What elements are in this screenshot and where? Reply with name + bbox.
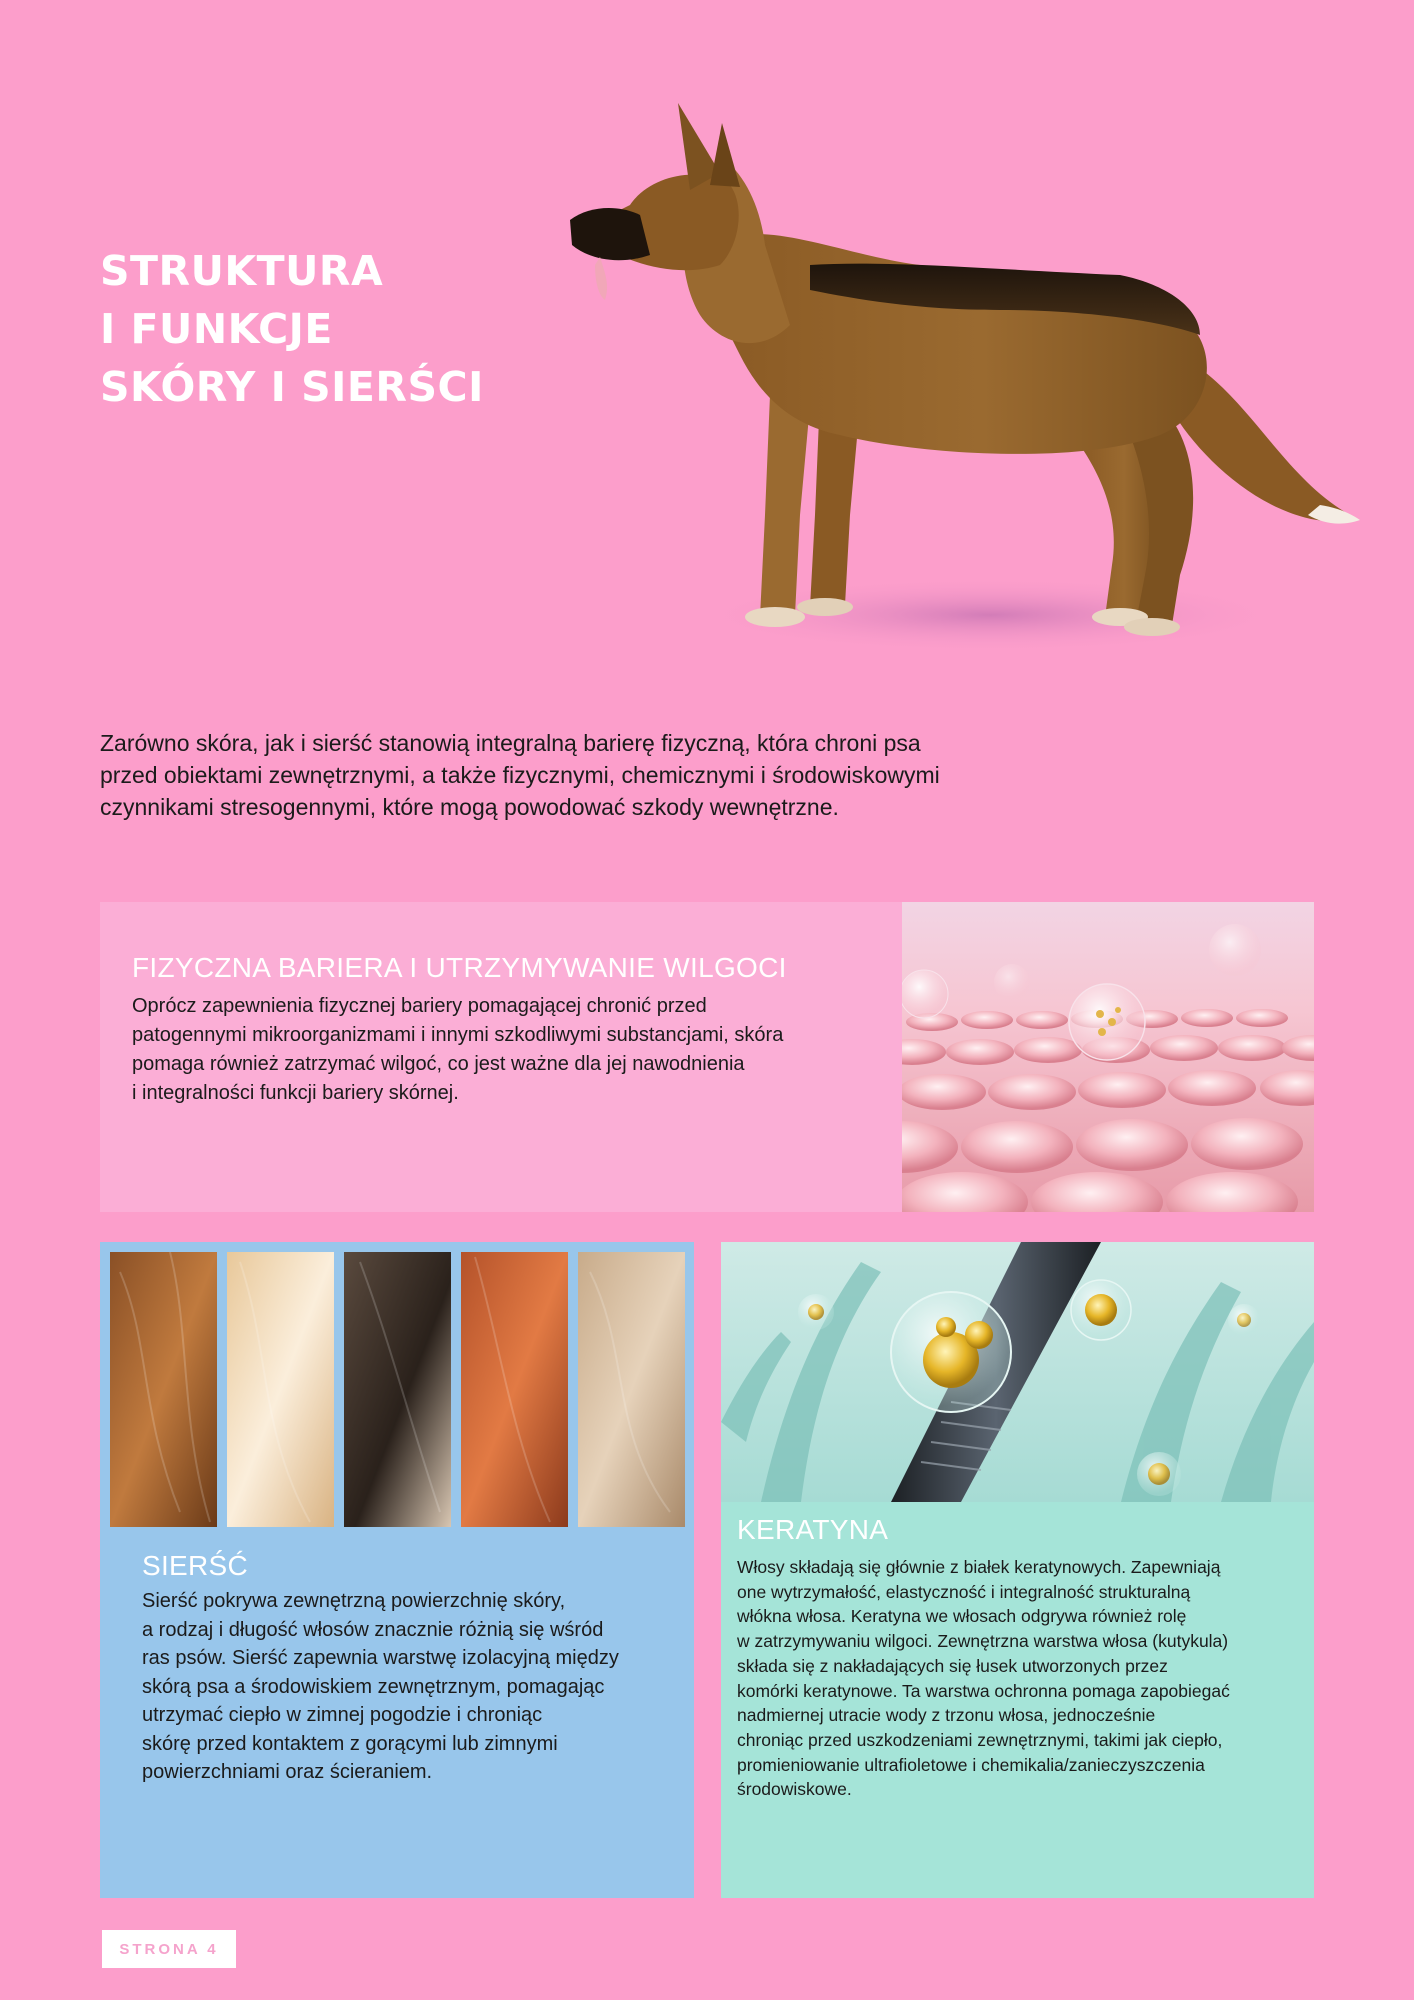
fur-card <box>100 1242 694 1898</box>
keratin-hair-image <box>721 1242 1314 1502</box>
keratin-title: KERATYNA <box>737 1514 889 1545</box>
skin-cells-image <box>902 902 1314 1212</box>
barrier-title: FIZYCZNA BARIERA I UTRZYMYWANIE WILGOCI <box>132 952 787 983</box>
keratin-text-line: promieniowanie ultrafioletowe i chemikalia/zanieczyszczenia <box>737 1754 1205 1775</box>
barrier-text-line: pomaga również zatrzymać wilgoć, co jest ważne dla jej nawodnienia <box>132 1053 745 1075</box>
barrier-text-line: patogennymi mikroorganizmami i innymi szkodliwymi substancjami, skóra <box>132 1024 784 1046</box>
fur-text-line: Sierść pokrywa zewnętrzną powierzchnię skóry, <box>142 1590 566 1612</box>
keratin-text-line: nadmiernej utracie wody z trzonu włosa, jednocześnie <box>737 1705 1156 1726</box>
page-title-line: I FUNKCJE <box>100 305 333 353</box>
keratin-text <box>737 1555 1230 1802</box>
keratin-text-line: włókna włosa. Keratyna we włosach odgrywa również rolę <box>737 1606 1187 1627</box>
intro-line: przed obiektami zewnętrznymi, a także fizycznymi, chemicznymi i środowiskowymi <box>100 762 940 788</box>
keratin-text-line: środowiskowe. <box>737 1779 852 1800</box>
keratin-text-line: komórki keratynowe. Ta warstwa ochronna pomaga zapobiegać <box>737 1680 1230 1701</box>
keratin-text-line: w zatrzymywaniu wilgoci. Zewnętrzna warstwa włosa (kutykula) <box>737 1631 1229 1652</box>
fur-title: SIERŚĆ <box>142 1550 249 1581</box>
page-title-line: STRUKTURA <box>100 247 384 295</box>
keratin-card <box>721 1242 1314 1898</box>
fur-text-line: ras psów. Sierść zapewnia warstwę izolacyjną między <box>142 1647 619 1669</box>
intro-line: Zarówno skóra, jak i sierść stanowią integralną barierę fizyczną, która chroni psa <box>100 730 921 756</box>
keratin-text-line: składa się z nakładających się łusek utworzonych przez <box>737 1655 1168 1676</box>
intro-paragraph <box>100 727 1100 823</box>
intro-line: czynnikami stresogennymi, które mogą powodować szkody wewnętrzne. <box>100 794 839 820</box>
page-number-label: STRONA 4 <box>102 1930 236 1968</box>
german-shepherd-image <box>560 95 1360 695</box>
fur-text-line: skórę przed kontaktem z gorącymi lub zimnymi <box>142 1732 558 1755</box>
fur-text-line: a rodzaj i długość włosów znacznie różnią się wśród <box>142 1618 604 1641</box>
barrier-text-line: i integralności funkcji bariery skórnej. <box>132 1082 459 1104</box>
keratin-text-line: one wytrzymałość, elastyczność i integralność strukturalną <box>737 1581 1191 1602</box>
barrier-text-line: Oprócz zapewnienia fizycznej bariery pomagającej chronić przed <box>132 995 707 1017</box>
fur-text-line: powierzchniami oraz ścieraniem. <box>142 1761 433 1783</box>
keratin-text-line: Włosy składają się głównie z białek keratynowych. Zapewniają <box>737 1557 1221 1577</box>
fur-text-line: utrzymać ciepło w zimnej pogodzie i chroniąc <box>142 1704 543 1726</box>
page-title-line: SKÓRY I SIERŚCI <box>100 363 484 411</box>
barrier-text <box>132 992 783 1108</box>
keratin-text-line: chroniąc przed uszkodzeniami zewnętrznymi, takimi jak ciepło, <box>737 1729 1223 1750</box>
fur-swatches-image <box>110 1252 685 1527</box>
fur-text-line: skórą psa a środowiskiem zewnętrznym, pomagając <box>142 1675 605 1698</box>
barrier-card <box>100 902 1314 1212</box>
page-title <box>100 242 484 416</box>
fur-text <box>142 1587 619 1787</box>
